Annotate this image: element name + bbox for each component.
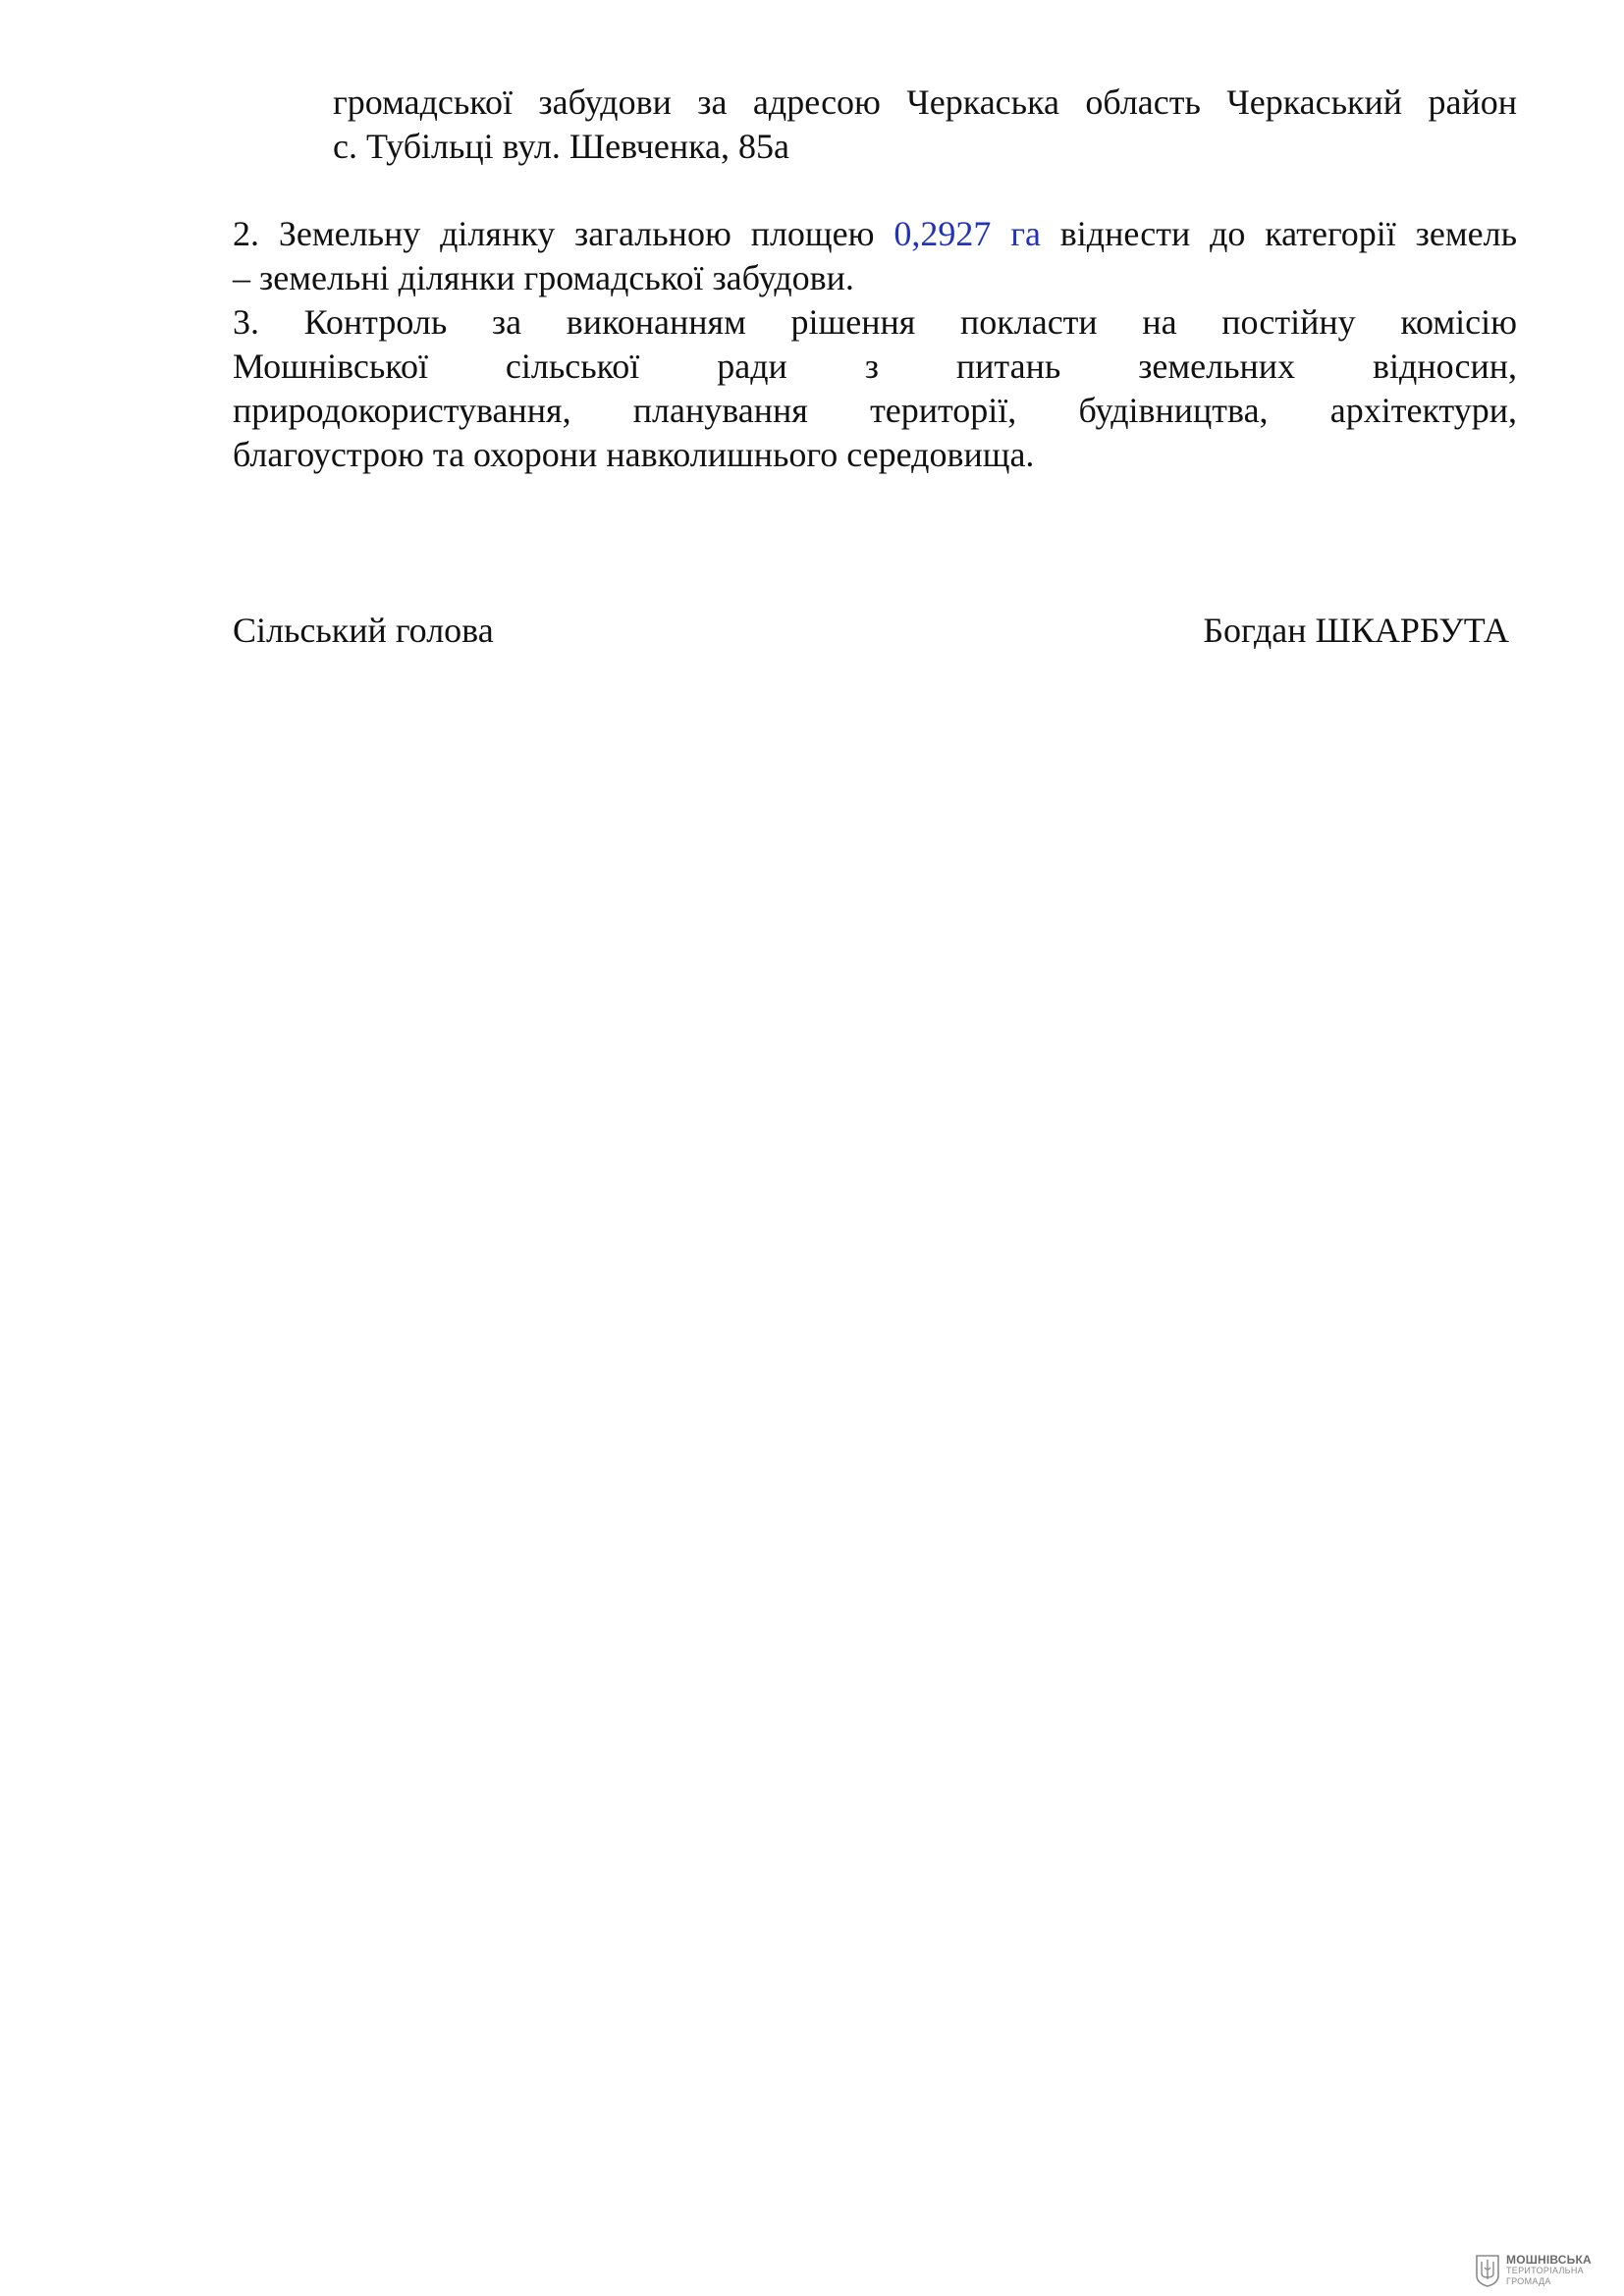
footer-logo-title: МОШНІВСЬКА	[1506, 2252, 1592, 2267]
footer-logo	[1475, 2254, 1592, 2287]
paragraph-3	[233, 300, 1517, 477]
signature-name: Богдан ШКАРБУТА	[1203, 611, 1509, 650]
footer-logo-subtitle-2: ГРОМАДА	[1506, 2275, 1551, 2286]
paragraph-3-line-3: природокористування, планування території, будівництва, архітектури,	[233, 391, 1517, 430]
paragraph-2-after-area: віднести до категорії земель	[1040, 214, 1517, 253]
footer-logo-subtitle-1: ТЕРИТОРІАЛЬНА	[1506, 2265, 1584, 2275]
paragraph-2-line-2: – земельні ділянки громадської забудови.	[233, 258, 854, 297]
paragraph-2-before-area: 2. Земельну ділянку загальною площею	[233, 214, 894, 253]
paragraph-3-line-4: благоустрою та охорони навколишнього середовища.	[233, 435, 1035, 474]
signature-block	[233, 609, 1509, 653]
paragraph-1-line-1: громадської забудови за адресою Черкаська область Черкаський район	[333, 82, 1517, 122]
paragraph-2-line-1	[233, 212, 1517, 256]
trident-emblem-icon	[1475, 2254, 1500, 2287]
land-area-value: 0,2927 га	[893, 214, 1041, 253]
paragraph-3-line-1: 3. Контроль за виконанням рішення покласти на постійну комісію	[233, 302, 1517, 342]
paragraph-1-continuation	[333, 80, 1517, 169]
paragraph-3-line-2: Мошнівської сільської ради з питань земельних відносин,	[233, 347, 1517, 386]
signature-position: Сільський голова	[233, 611, 494, 650]
paragraph-2	[233, 212, 1517, 300]
paragraph-1-line-2: с. Тубільці вул. Шевченка, 85а	[333, 127, 789, 166]
footer-logo-text	[1506, 2252, 1592, 2287]
